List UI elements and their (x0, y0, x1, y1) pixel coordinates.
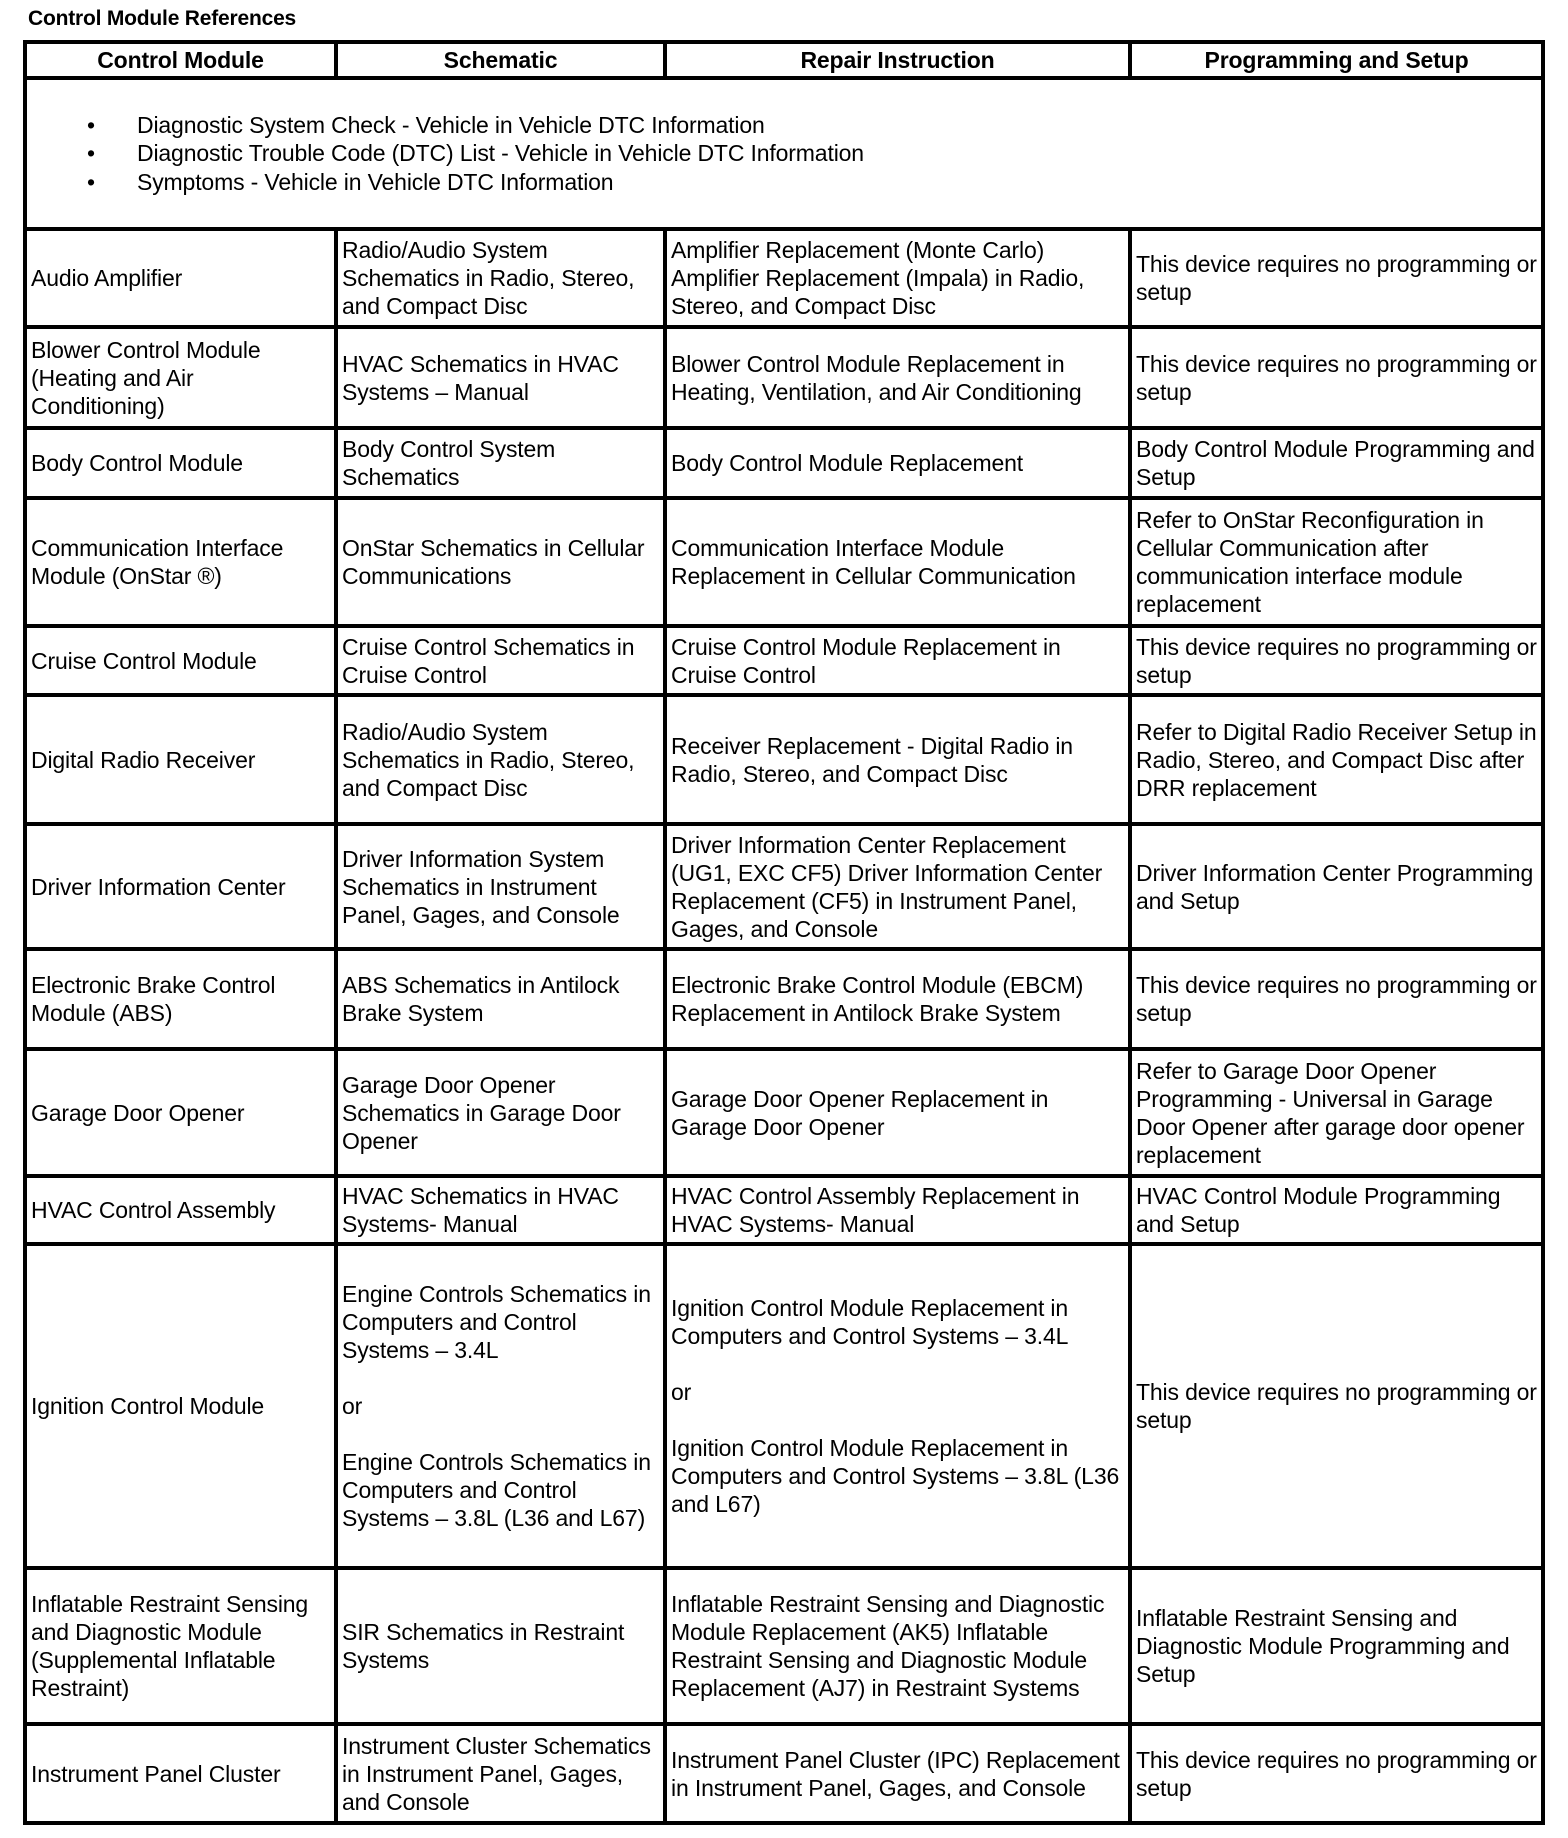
control-module-cell: Ignition Control Module (25, 1244, 336, 1568)
programming-setup-cell: This device requires no programming or setup (1130, 1724, 1543, 1823)
control-module-cell: Audio Amplifier (25, 229, 336, 327)
control-module-cell: Blower Control Module (Heating and Air Conditioning) (25, 327, 336, 428)
table-row (25, 1568, 1543, 1724)
schematic-option-3-8l[interactable]: Engine Controls Schematics in Computers and Control Systems – 3.8L (L36 and L67) (342, 1449, 651, 1531)
repair-option-3-4l[interactable]: Ignition Control Module Replacement in Computers and Control Systems – 3.4L (671, 1295, 1069, 1349)
control-module-references-table (23, 40, 1545, 1825)
repair-instruction-cell[interactable]: Blower Control Module Replacement in Heating, Ventilation, and Air Conditioning (665, 327, 1130, 428)
table-row (25, 229, 1543, 327)
repair-instruction-cell[interactable]: HVAC Control Assembly Replacement in HVAC Systems- Manual (665, 1176, 1130, 1244)
table-row (25, 428, 1543, 498)
repair-instruction-cell[interactable]: Receiver Replacement - Digital Radio in Radio, Stereo, and Compact Disc (665, 695, 1130, 824)
list-item (31, 111, 1537, 140)
bullet-icon: • (87, 140, 95, 167)
schematic-cell[interactable]: Body Control System Schematics (336, 428, 665, 498)
programming-setup-cell[interactable]: Inflatable Restraint Sensing and Diagnostic Module Programming and Setup (1130, 1568, 1543, 1724)
general-references-cell (25, 78, 1543, 229)
column-header-repair-instruction: Repair Instruction (665, 42, 1130, 78)
repair-instruction-cell[interactable]: Instrument Panel Cluster (IPC) Replacement in Instrument Panel, Gages, and Console (665, 1724, 1130, 1823)
list-item (31, 139, 1537, 168)
reference-link-dtc-list[interactable]: Diagnostic Trouble Code (DTC) List - Vehicle in Vehicle DTC Information (137, 140, 864, 167)
control-module-cell: Electronic Brake Control Module (ABS) (25, 949, 336, 1049)
schematic-cell (336, 1244, 665, 1568)
column-header-control-module: Control Module (25, 42, 336, 78)
table-row (25, 695, 1543, 824)
bullet-icon: • (87, 168, 95, 195)
repair-option-3-8l[interactable]: Ignition Control Module Replacement in Computers and Control Systems – 3.8L (L36 and L67) (671, 1435, 1120, 1517)
schematic-cell[interactable]: Driver Information System Schematics in Instrument Panel, Gages, and Console (336, 824, 665, 949)
reference-link-diagnostic-system-check[interactable]: Diagnostic System Check - Vehicle in Vehicle DTC Information (137, 111, 765, 138)
document-title: Control Module References (28, 7, 297, 30)
table-header-row (25, 42, 1543, 78)
control-module-cell: Body Control Module (25, 428, 336, 498)
programming-setup-cell[interactable]: Body Control Module Programming and Setup (1130, 428, 1543, 498)
programming-setup-cell[interactable]: HVAC Control Module Programming and Setup (1130, 1176, 1543, 1244)
schematic-cell[interactable]: OnStar Schematics in Cellular Communications (336, 498, 665, 626)
repair-instruction-cell[interactable]: Garage Door Opener Replacement in Garage Door Opener (665, 1049, 1130, 1176)
control-module-cell: HVAC Control Assembly (25, 1176, 336, 1244)
table-row (25, 498, 1543, 626)
schematic-cell[interactable]: Radio/Audio System Schematics in Radio, Stereo, and Compact Disc (336, 229, 665, 327)
spacer (342, 1364, 659, 1392)
table-row (25, 1724, 1543, 1823)
control-module-cell: Driver Information Center (25, 824, 336, 949)
repair-instruction-cell[interactable]: Amplifier Replacement (Monte Carlo) Amplifier Replacement (Impala) in Radio, Stereo, and Compact Disc (665, 229, 1130, 327)
repair-instruction-cell[interactable]: Communication Interface Module Replacement in Cellular Communication (665, 498, 1130, 626)
schematic-cell[interactable]: HVAC Schematics in HVAC Systems- Manual (336, 1176, 665, 1244)
table-row (25, 1049, 1543, 1176)
table-row (25, 1176, 1543, 1244)
spacer (671, 1406, 1124, 1434)
control-module-cell: Instrument Panel Cluster (25, 1724, 336, 1823)
or-separator: or (342, 1393, 363, 1419)
control-module-cell: Garage Door Opener (25, 1049, 336, 1176)
list-item (31, 168, 1537, 197)
table-row (25, 626, 1543, 695)
control-module-cell: Digital Radio Receiver (25, 695, 336, 824)
schematic-cell[interactable]: Cruise Control Schematics in Cruise Control (336, 626, 665, 695)
bullet-icon: • (87, 111, 95, 138)
programming-setup-cell: This device requires no programming or setup (1130, 949, 1543, 1049)
schematic-option-3-4l[interactable]: Engine Controls Schematics in Computers and Control Systems – 3.4L (342, 1281, 651, 1363)
programming-setup-cell: This device requires no programming or setup (1130, 626, 1543, 695)
programming-setup-cell: This device requires no programming or setup (1130, 229, 1543, 327)
repair-instruction-cell[interactable]: Inflatable Restraint Sensing and Diagnostic Module Replacement (AK5) Inflatable Restraint Sensing and Diagnostic Module Replacement (AJ7) in Restraint Systems (665, 1568, 1130, 1724)
programming-setup-cell[interactable]: Refer to Garage Door Opener Programming - Universal in Garage Door Opener after garage door opener replacement (1130, 1049, 1543, 1176)
repair-instruction-cell (665, 1244, 1130, 1568)
schematic-cell[interactable]: Radio/Audio System Schematics in Radio, Stereo, and Compact Disc (336, 695, 665, 824)
table-row (25, 949, 1543, 1049)
spacer (671, 1350, 1124, 1378)
schematic-cell[interactable]: Garage Door Opener Schematics in Garage Door Opener (336, 1049, 665, 1176)
programming-setup-cell: This device requires no programming or setup (1130, 1244, 1543, 1568)
table-row (25, 1244, 1543, 1568)
schematic-cell[interactable]: SIR Schematics in Restraint Systems (336, 1568, 665, 1724)
schematic-cell[interactable]: HVAC Schematics in HVAC Systems – Manual (336, 327, 665, 428)
programming-setup-cell[interactable]: Refer to Digital Radio Receiver Setup in Radio, Stereo, and Compact Disc after DRR replacement (1130, 695, 1543, 824)
spacer (342, 1420, 659, 1448)
control-module-cell: Communication Interface Module (OnStar ®) (25, 498, 336, 626)
table-row (25, 824, 1543, 949)
repair-instruction-cell[interactable]: Driver Information Center Replacement (UG1, EXC CF5) Driver Information Center Replacement (CF5) in Instrument Panel, Gages, and Console (665, 824, 1130, 949)
programming-setup-cell[interactable]: Refer to OnStar Reconfiguration in Cellular Communication after communication interface module replacement (1130, 498, 1543, 626)
programming-setup-cell[interactable]: Driver Information Center Programming and Setup (1130, 824, 1543, 949)
repair-instruction-cell[interactable]: Body Control Module Replacement (665, 428, 1130, 498)
repair-instruction-cell[interactable]: Cruise Control Module Replacement in Cruise Control (665, 626, 1130, 695)
programming-setup-cell: This device requires no programming or setup (1130, 327, 1543, 428)
general-references-row (25, 78, 1543, 229)
repair-instruction-cell[interactable]: Electronic Brake Control Module (EBCM) Replacement in Antilock Brake System (665, 949, 1130, 1049)
reference-link-symptoms[interactable]: Symptoms - Vehicle in Vehicle DTC Information (137, 168, 614, 195)
control-module-cell: Inflatable Restraint Sensing and Diagnostic Module (Supplemental Inflatable Restraint) (25, 1568, 336, 1724)
control-module-cell: Cruise Control Module (25, 626, 336, 695)
general-references-list (31, 111, 1537, 197)
table-row (25, 327, 1543, 428)
column-header-schematic: Schematic (336, 42, 665, 78)
schematic-cell[interactable]: ABS Schematics in Antilock Brake System (336, 949, 665, 1049)
schematic-cell[interactable]: Instrument Cluster Schematics in Instrument Panel, Gages, and Console (336, 1724, 665, 1823)
or-separator: or (671, 1379, 692, 1405)
column-header-programming-setup: Programming and Setup (1130, 42, 1543, 78)
